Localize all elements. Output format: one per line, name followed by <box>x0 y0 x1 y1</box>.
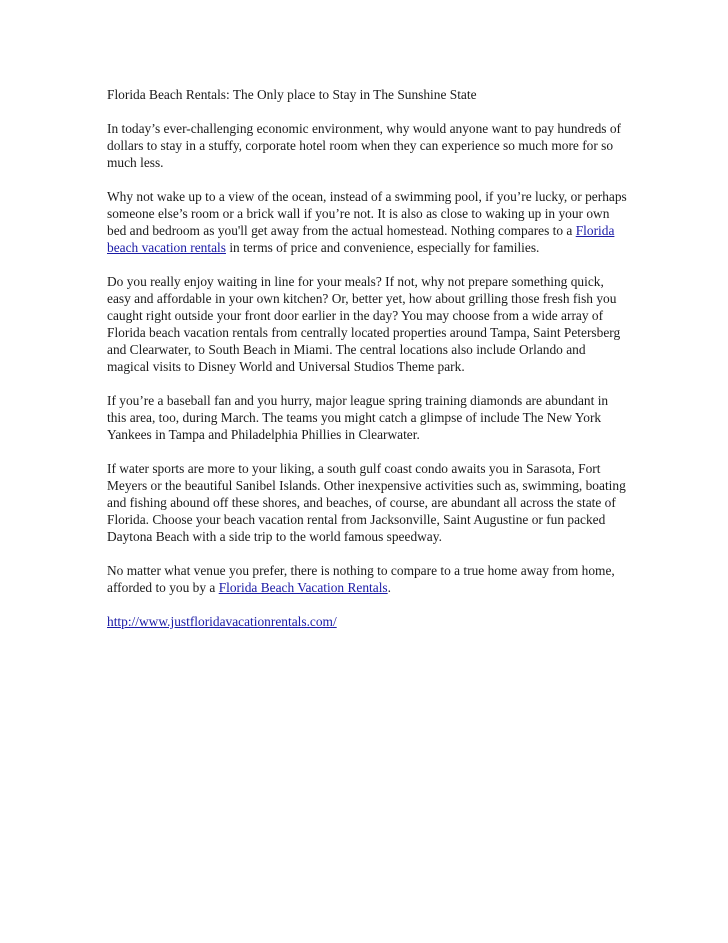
paragraph-text: Why not wake up to a view of the ocean, instead of a swimming pool, if you’re lucky, or perhaps someone else’s room or a brick wall if you’re not. It is also as close to waking up in your own bed and bedroom as you'll get away from the actual homestead. Nothing compares to a <box>107 189 627 238</box>
document-body <box>107 86 627 647</box>
paragraph-intro: In today’s ever-challenging economic environment, why would anyone want to pay hundreds of dollars to stay in a stuffy, corporate hotel room when they can experience so much more for so much less. <box>107 121 622 170</box>
website-url-link[interactable]: http://www.justfloridavacationrentals.com/ <box>107 614 337 629</box>
paragraph-kitchen: Do you really enjoy waiting in line for your meals? If not, why not prepare something quick, easy and affordable in your own kitchen? Or, better yet, how about grilling those fresh fish you caught right outside your front door earlier in the day? You may choose from a wide array of Florida beach vacation rentals from centrally located properties around Tampa, Saint Petersberg and Clearwater, to South Beach in Miami. The central locations also include Orlando and magical visits to Disney World and Universal Studios Theme park. <box>107 274 621 374</box>
url-paragraph <box>107 613 627 630</box>
paragraph-text: in terms of price and convenience, especially for families. <box>225 240 540 255</box>
paragraph-baseball: If you’re a baseball fan and you hurry, major league spring training diamonds are abundant in this area, too, during March. The teams you might catch a glimpse of include The New York Yankees in Tampa and Philadelphia Phillies in Clearwater. <box>107 393 609 442</box>
paragraph-conclusion <box>107 562 627 596</box>
paragraph-water-sports: If water sports are more to your liking, a south gulf coast condo awaits you in Sarasota, Fort Meyers or the beautiful Sanibel Islands. Other inexpensive activities such as, swimming, boating and fishing abound off these shores, and beaches, of course, are abundant all across the state of Florida. Choose your beach vacation rental from Jacksonville, Saint Augustine or fun packed Daytona Beach with a side trip to the world famous speedway. <box>107 461 626 544</box>
document-title: Florida Beach Rentals: The Only place to Stay in The Sunshine State <box>107 87 477 102</box>
paragraph-text: . <box>387 580 391 595</box>
florida-beach-vacation-rentals-link[interactable]: Florida beach vacation rentals <box>107 223 615 255</box>
paragraph-ocean-view <box>107 188 627 256</box>
paragraph-text: No matter what venue you prefer, there is nothing to compare to a true home away from home, afforded to you by a <box>107 563 615 595</box>
florida-beach-vacation-rentals-link-2[interactable]: Florida Beach Vacation Rentals <box>218 580 388 595</box>
